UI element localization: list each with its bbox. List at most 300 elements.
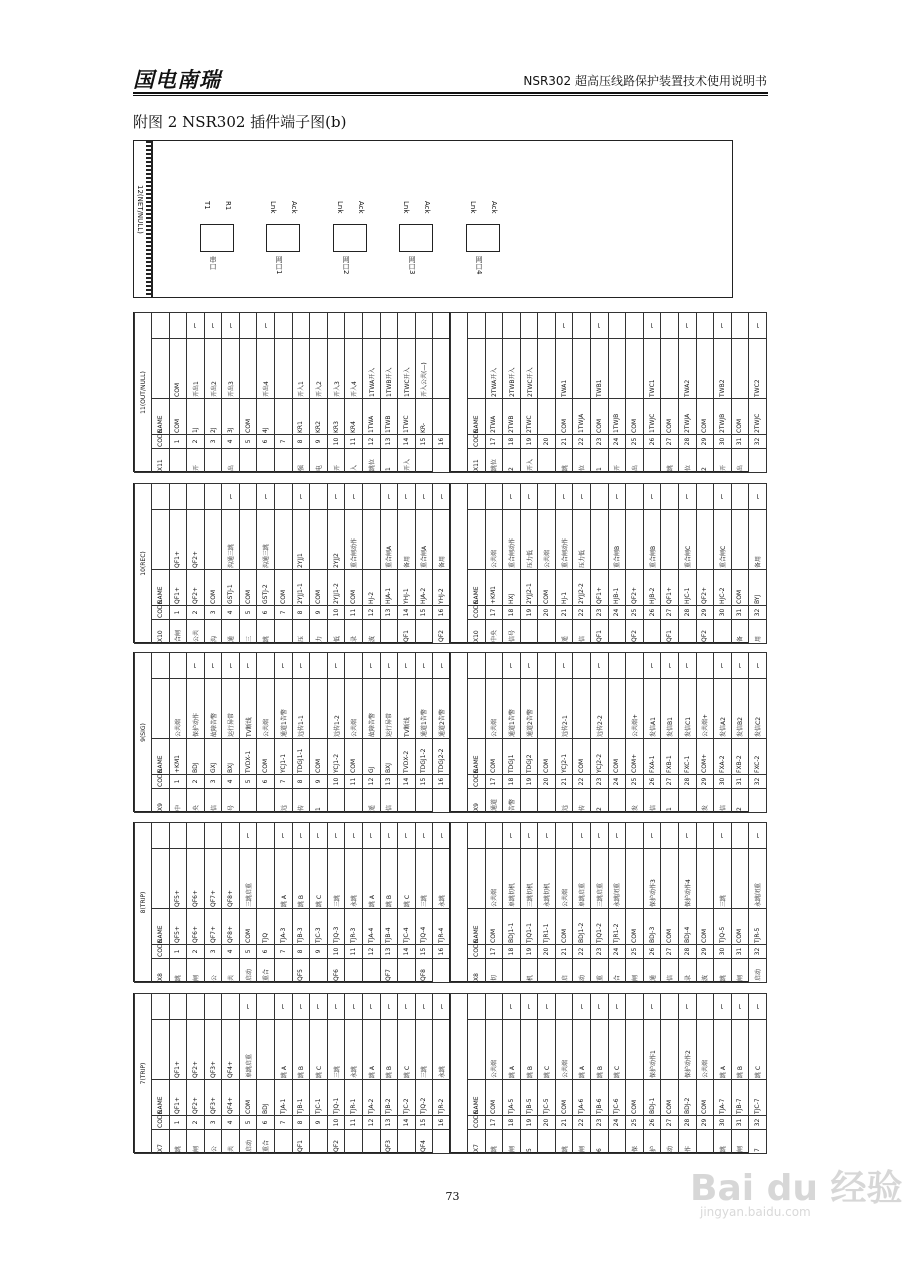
group-label: 跳 xyxy=(169,1130,187,1154)
signal-code: COM+ xyxy=(626,739,644,775)
group-label xyxy=(749,789,767,813)
signal-name: 永跳闭重 xyxy=(608,849,626,909)
contact-symbol: ⌐ xyxy=(222,312,240,338)
terminal-row xyxy=(310,483,328,643)
terminal-number: 4 xyxy=(222,606,240,620)
contact-symbol xyxy=(398,312,416,338)
signal-name xyxy=(661,1020,679,1080)
signal-code: TJQ-4 xyxy=(415,909,433,945)
terminal-grid xyxy=(134,993,451,1154)
terminal-row xyxy=(503,312,521,472)
signal-name: 保护动作4 xyxy=(678,849,696,909)
terminal-number: 8 xyxy=(292,945,310,959)
terminal-row xyxy=(591,993,609,1153)
board-name xyxy=(451,652,468,812)
contact-symbol: ⌐ xyxy=(749,652,767,678)
group-label xyxy=(520,620,538,644)
terminal-number: 5 xyxy=(239,435,257,449)
terminal-number: 25 xyxy=(626,1116,644,1130)
signal-name xyxy=(152,510,170,570)
terminal-number: 28 xyxy=(678,775,696,789)
contact-symbol xyxy=(591,483,609,509)
signal-code: 2TWB xyxy=(503,399,521,435)
group-label: 开入 xyxy=(398,449,416,473)
terminal-number: 28 xyxy=(678,945,696,959)
terminal-row xyxy=(415,652,433,812)
contact-symbol: ⌐ xyxy=(327,822,345,848)
signal-name xyxy=(573,679,591,739)
port-label-top1: Lnk xyxy=(402,201,410,214)
terminal-number: 2 xyxy=(187,775,205,789)
signal-code: YHJ-1 xyxy=(398,570,416,606)
signal-name: 跳 A xyxy=(275,849,293,909)
terminal-number: 15 xyxy=(415,945,433,959)
signal-name: 三跳 xyxy=(714,849,732,909)
terminal-number: 29 xyxy=(696,775,714,789)
contact-symbol xyxy=(152,312,170,338)
terminal-number: 15 xyxy=(415,1116,433,1130)
group-label: 入 xyxy=(345,449,363,473)
terminal-row xyxy=(433,312,451,472)
signal-name: 发信B1 xyxy=(661,679,679,739)
terminal-number: 31 xyxy=(731,945,749,959)
signal-name: 跳 C xyxy=(749,1020,767,1080)
group-label: 位 xyxy=(678,449,696,473)
signal-code: TDGJ2 xyxy=(520,739,538,775)
group-label: 开 xyxy=(608,449,626,473)
signal-name: 三跳 xyxy=(327,849,345,909)
signal-name xyxy=(152,1020,170,1080)
terminal-row xyxy=(643,652,661,812)
terminal-number: 4 xyxy=(222,1116,240,1130)
signal-code: BYJ xyxy=(749,570,767,606)
signal-name: 压力低 xyxy=(573,510,591,570)
signal-code: COM xyxy=(485,1080,503,1116)
terminal-row xyxy=(362,652,380,812)
terminal-number: 7 xyxy=(275,435,293,449)
signal-code: QF4+ xyxy=(222,1080,240,1116)
contact-symbol xyxy=(626,483,644,509)
contact-symbol: ⌐ xyxy=(415,993,433,1019)
header-rule-thin xyxy=(133,95,768,96)
port-label: 串口 xyxy=(209,256,217,270)
contact-symbol: ⌐ xyxy=(731,993,749,1019)
signal-code: TJC-4 xyxy=(398,909,416,945)
signal-name: 跳 C xyxy=(310,1020,328,1080)
group-label xyxy=(415,620,433,644)
signal-name: 公共端 xyxy=(485,1020,503,1080)
contact-symbol: ⌐ xyxy=(643,652,661,678)
terminal-table-2 xyxy=(449,312,762,472)
group-label: 传 xyxy=(573,789,591,813)
terminal-header-row xyxy=(468,483,486,643)
terminal-row xyxy=(573,483,591,643)
group-label: 遥 xyxy=(362,789,380,813)
contact-symbol: ⌐ xyxy=(643,993,661,1019)
net-board-name: 12(NET/NULL) xyxy=(136,185,144,234)
group-label: 切 xyxy=(485,959,503,983)
signal-name: 跳 A xyxy=(573,1020,591,1080)
terminal-number: 12 xyxy=(362,435,380,449)
contact-symbol: ⌐ xyxy=(520,993,538,1019)
group-label: 重 xyxy=(591,959,609,983)
contact-symbol xyxy=(257,822,275,848)
group-label: 跳 xyxy=(257,620,275,644)
terminal-row xyxy=(187,652,205,812)
contact-symbol: ⌐ xyxy=(520,822,538,848)
contact-symbol xyxy=(626,652,644,678)
terminal-row xyxy=(275,312,293,472)
signal-code: COM+ xyxy=(696,739,714,775)
contact-symbol: ⌐ xyxy=(538,993,556,1019)
group-label: X8 xyxy=(468,959,486,983)
terminal-number: 26 xyxy=(643,775,661,789)
signal-code: 2TWJA xyxy=(678,399,696,435)
signal-name xyxy=(661,849,679,909)
terminal-number: 26 xyxy=(643,1116,661,1130)
signal-name: 三跳启重 xyxy=(591,849,609,909)
group-label: X10 xyxy=(468,620,486,644)
signal-name xyxy=(468,510,486,570)
terminal-row xyxy=(608,483,626,643)
contact-symbol xyxy=(608,652,626,678)
contact-symbol: ⌐ xyxy=(398,993,416,1019)
contact-symbol xyxy=(468,312,486,338)
group-label xyxy=(204,449,222,473)
signal-name: 跳 B xyxy=(292,1020,310,1080)
group-label xyxy=(678,620,696,644)
port-label-top1: Lnk xyxy=(469,201,477,214)
signal-name xyxy=(152,679,170,739)
signal-name: 单跳启重 xyxy=(239,1020,257,1080)
contact-symbol: ⌐ xyxy=(362,993,380,1019)
contact-symbol: ⌐ xyxy=(678,822,696,848)
signal-code: COM xyxy=(696,909,714,945)
terminal-number: 18 xyxy=(503,606,521,620)
contact-symbol: ⌐ xyxy=(415,822,433,848)
group-label xyxy=(520,789,538,813)
signal-code xyxy=(275,399,293,435)
contact-symbol: ⌐ xyxy=(714,312,732,338)
terminal-row xyxy=(608,822,626,982)
group-label: X8 xyxy=(152,959,170,983)
terminal-number: 19 xyxy=(520,945,538,959)
group-label xyxy=(310,959,328,983)
terminal-row xyxy=(714,483,732,643)
signal-name xyxy=(257,1020,275,1080)
terminal-row xyxy=(503,993,521,1153)
terminal-row xyxy=(714,312,732,472)
signal-name: TWC1 xyxy=(643,339,661,399)
contact-symbol: ⌐ xyxy=(239,652,257,678)
terminal-row xyxy=(398,652,416,812)
terminal-row xyxy=(239,652,257,812)
signal-code: HJ-1 xyxy=(555,570,573,606)
contact-symbol: ⌐ xyxy=(327,652,345,678)
terminal-number: 17 xyxy=(485,606,503,620)
group-label: 闸 xyxy=(187,1130,205,1154)
terminal-grid xyxy=(450,483,767,644)
contact-symbol xyxy=(204,822,222,848)
terminal-grid xyxy=(450,312,767,473)
contact-symbol: ⌐ xyxy=(433,993,451,1019)
group-label: 跳 xyxy=(714,959,732,983)
signal-name: 公共端+ xyxy=(626,679,644,739)
signal-code: KR- xyxy=(415,399,433,435)
contact-symbol xyxy=(661,312,679,338)
contact-symbol: ⌐ xyxy=(661,652,679,678)
contact-symbol xyxy=(152,822,170,848)
signal-code: 1TWJA xyxy=(573,399,591,435)
terminal-number: 11 xyxy=(345,606,363,620)
signal-name: 通道1告警 xyxy=(275,679,293,739)
terminal-row xyxy=(362,993,380,1153)
terminal-number: 16 xyxy=(433,775,451,789)
terminal-number: 31 xyxy=(731,775,749,789)
group-label: 备 xyxy=(731,620,749,644)
contact-symbol: ⌐ xyxy=(327,483,345,509)
terminal-number: 20 xyxy=(538,435,556,449)
signal-code: HJB-1 xyxy=(608,570,626,606)
terminal-row xyxy=(380,822,398,982)
signal-name xyxy=(573,339,591,399)
signal-code: COM xyxy=(485,739,503,775)
signal-name: TWB1 xyxy=(591,339,609,399)
terminal-row xyxy=(257,483,275,643)
terminal-number: 32 xyxy=(749,606,767,620)
group-label xyxy=(310,1130,328,1154)
group-label xyxy=(275,620,293,644)
terminal-row xyxy=(591,652,609,812)
group-label xyxy=(257,449,275,473)
terminal-number: 10 xyxy=(327,945,345,959)
terminal-number: 22 xyxy=(573,435,591,449)
signal-code: 2YJJ2-1 xyxy=(520,570,538,606)
contact-symbol xyxy=(696,483,714,509)
signal-code: QF2+ xyxy=(626,570,644,606)
signal-code: TJR1-1 xyxy=(538,909,556,945)
terminal-row xyxy=(485,483,503,643)
signal-code: HJC-1 xyxy=(678,570,696,606)
group-label xyxy=(345,789,363,813)
signal-code: TJA-5 xyxy=(503,1080,521,1116)
terminal-row xyxy=(310,312,328,472)
signal-name: 开入3 xyxy=(327,339,345,399)
contact-symbol xyxy=(731,822,749,848)
board-name: 7(TRIP) xyxy=(135,993,152,1153)
header-rule xyxy=(133,92,768,94)
terminal-number: 8 xyxy=(292,775,310,789)
group-label xyxy=(538,789,556,813)
signal-code: 1TWC xyxy=(398,399,416,435)
terminal-row xyxy=(573,822,591,982)
terminal-row xyxy=(538,652,556,812)
signal-name xyxy=(257,849,275,909)
terminal-row xyxy=(222,483,240,643)
terminal-row xyxy=(222,312,240,472)
terminal-row xyxy=(714,993,732,1153)
signal-code: 1J xyxy=(187,399,205,435)
signal-name xyxy=(661,339,679,399)
contact-symbol xyxy=(222,993,240,1019)
signal-code: COM xyxy=(626,909,644,945)
signal-code: HJ-2 xyxy=(362,570,380,606)
group-label xyxy=(678,789,696,813)
contact-symbol: ⌐ xyxy=(275,652,293,678)
group-label: X10 xyxy=(152,620,170,644)
terminal-row xyxy=(661,483,679,643)
signal-name xyxy=(538,679,556,739)
signal-name xyxy=(696,339,714,399)
group-label xyxy=(257,789,275,813)
port-label-top1: Lnk xyxy=(269,201,277,214)
signal-name: 跳 A xyxy=(362,849,380,909)
terminal-header-row xyxy=(468,312,486,472)
terminal-number: 22 xyxy=(573,775,591,789)
signal-name: 发信B2 xyxy=(731,679,749,739)
group-label xyxy=(275,959,293,983)
signal-name xyxy=(239,339,257,399)
terminal-number: 17 xyxy=(485,775,503,789)
signal-code: 2YJJ1-2 xyxy=(327,570,345,606)
group-label: 闸 xyxy=(626,959,644,983)
contact-symbol: ⌐ xyxy=(204,652,222,678)
terminal-number: 19 xyxy=(520,775,538,789)
terminal-row xyxy=(555,652,573,812)
contact-symbol xyxy=(468,993,486,1019)
terminal-row xyxy=(239,483,257,643)
contact-symbol xyxy=(468,822,486,848)
terminal-grid xyxy=(450,822,767,983)
group-label xyxy=(433,1130,451,1154)
signal-code: GSTJ-2 xyxy=(257,570,275,606)
contact-symbol xyxy=(152,483,170,509)
terminal-number: 1 xyxy=(169,775,187,789)
terminal-number: 27 xyxy=(661,945,679,959)
group-label: 出 xyxy=(731,449,749,473)
terminal-number: 4 xyxy=(222,435,240,449)
group-label: 中央 xyxy=(485,620,503,644)
terminal-number: 11 xyxy=(345,775,363,789)
terminal-number: 14 xyxy=(398,775,416,789)
signal-name: 跳 B xyxy=(292,849,310,909)
terminal-number: 7 xyxy=(275,945,293,959)
signal-code: FXA-2 xyxy=(714,739,732,775)
signal-code: NAME xyxy=(152,570,170,606)
signal-code: HJA-1 xyxy=(380,570,398,606)
signal-name: 开出2 xyxy=(204,339,222,399)
contact-symbol xyxy=(661,483,679,509)
terminal-number: 26 xyxy=(643,435,661,449)
group-label: 启 xyxy=(555,959,573,983)
group-label xyxy=(749,449,767,473)
signal-code: TJR-4 xyxy=(433,909,451,945)
signal-name: 重合闸动作 xyxy=(555,510,573,570)
terminal-row xyxy=(204,822,222,982)
terminal-number: 28 xyxy=(678,435,696,449)
terminal-number: CODE xyxy=(468,945,486,959)
signal-code: COM xyxy=(731,909,749,945)
signal-code: BDJ-4 xyxy=(678,909,696,945)
terminal-row xyxy=(433,652,451,812)
terminal-number: 2 xyxy=(187,435,205,449)
signal-code: YCJ1-2 xyxy=(327,739,345,775)
group-label: 通 xyxy=(222,620,240,644)
signal-name: 远传2-2 xyxy=(591,679,609,739)
contact-symbol xyxy=(696,993,714,1019)
contact-symbol: ⌐ xyxy=(380,483,398,509)
contact-symbol: ⌐ xyxy=(345,483,363,509)
signal-code: COM xyxy=(696,399,714,435)
terminal-header-row xyxy=(468,822,486,982)
signal-code: COM xyxy=(731,399,749,435)
contact-symbol: ⌐ xyxy=(555,652,573,678)
terminal-row xyxy=(555,822,573,982)
contact-symbol xyxy=(292,312,310,338)
signal-code: TJR-1 xyxy=(345,1080,363,1116)
signal-name: 保护动作1 xyxy=(643,1020,661,1080)
terminal-row xyxy=(415,483,433,643)
contact-symbol: ⌐ xyxy=(380,993,398,1019)
terminal-row xyxy=(433,483,451,643)
contact-symbol: ⌐ xyxy=(714,822,732,848)
terminal-number: 6 xyxy=(257,606,275,620)
terminal-row xyxy=(555,993,573,1153)
terminal-row xyxy=(257,822,275,982)
terminal-row xyxy=(327,993,345,1153)
signal-name: 公共端 xyxy=(169,679,187,739)
contact-symbol: ⌐ xyxy=(538,822,556,848)
terminal-row xyxy=(257,312,275,472)
terminal-number: 3 xyxy=(204,945,222,959)
signal-code: 2YJJ1-1 xyxy=(292,570,310,606)
contact-symbol: ⌐ xyxy=(380,652,398,678)
signal-name: TV断线 xyxy=(239,679,257,739)
contact-symbol xyxy=(538,652,556,678)
contact-symbol: ⌐ xyxy=(749,312,767,338)
terminal-row xyxy=(275,993,293,1153)
signal-code: COM xyxy=(591,399,609,435)
signal-name xyxy=(310,510,328,570)
terminal-number: 21 xyxy=(555,775,573,789)
terminal-row xyxy=(626,822,644,982)
signal-code: HXJ xyxy=(503,570,521,606)
group-label: 跳 xyxy=(714,1130,732,1154)
port-label: 网口4 xyxy=(475,256,483,275)
port-label: 网口3 xyxy=(408,256,416,275)
signal-code: COM xyxy=(275,570,293,606)
group-label xyxy=(714,620,732,644)
terminal-row xyxy=(538,483,556,643)
group-label xyxy=(696,1130,714,1154)
terminal-number: 14 xyxy=(398,606,416,620)
terminal-row xyxy=(626,312,644,472)
signal-code: TDGJ2-2 xyxy=(433,739,451,775)
terminal-row xyxy=(187,312,205,472)
terminal-number: 14 xyxy=(398,1116,416,1130)
signal-code: 2TWA xyxy=(485,399,503,435)
group-label: 闸 xyxy=(573,1130,591,1154)
terminal-row xyxy=(292,993,310,1153)
group-label xyxy=(608,620,626,644)
terminal-number: 9 xyxy=(310,1116,328,1130)
terminal-number: 20 xyxy=(538,606,556,620)
signal-code: QF2+ xyxy=(696,570,714,606)
terminal-row xyxy=(678,312,696,472)
signal-code: TJR-2 xyxy=(433,1080,451,1116)
terminal-row xyxy=(626,483,644,643)
terminal-row xyxy=(222,652,240,812)
